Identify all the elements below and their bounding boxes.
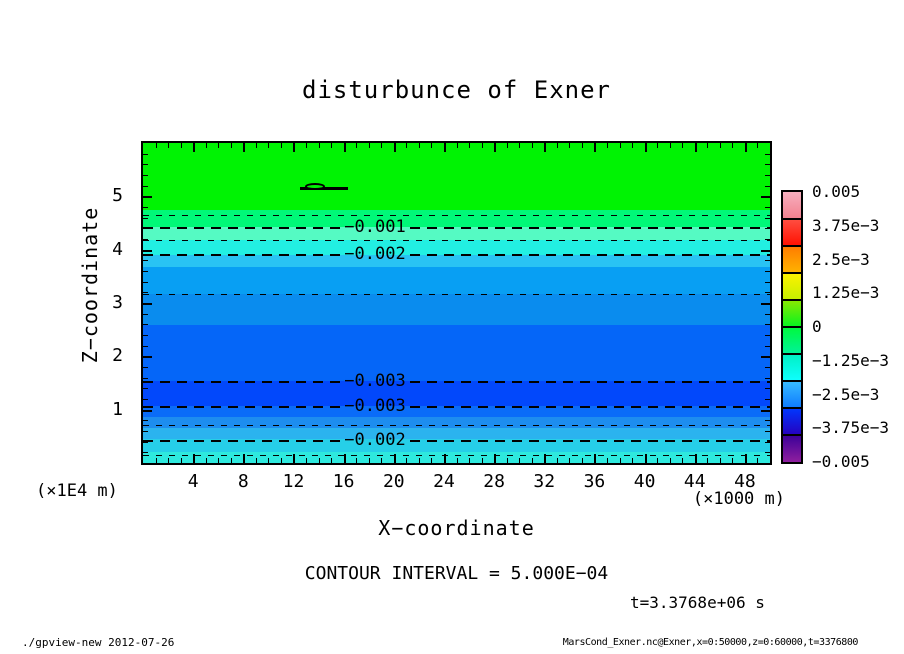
y-minor-tick xyxy=(143,335,148,336)
y-minor-tick xyxy=(143,292,148,293)
x-major-tick xyxy=(594,143,596,152)
colorbar-box xyxy=(783,327,801,354)
x-major-tick xyxy=(745,143,747,152)
x-minor-tick xyxy=(256,458,257,463)
y-minor-tick xyxy=(765,260,770,261)
y-tick-label: 3 xyxy=(112,292,123,313)
x-tick-label: 4 xyxy=(187,471,199,492)
x-minor-tick xyxy=(519,143,520,148)
plot-title: disturbunce of Exner xyxy=(302,76,611,104)
colorbar-tick-label: −0.005 xyxy=(812,452,870,471)
y-major-tick xyxy=(143,250,152,252)
y-minor-tick xyxy=(143,452,148,453)
x-minor-tick xyxy=(557,143,558,148)
y-minor-tick xyxy=(765,452,770,453)
x-minor-tick xyxy=(431,143,432,148)
x-minor-tick xyxy=(457,458,458,463)
x-minor-tick xyxy=(582,143,583,148)
x-minor-tick xyxy=(168,458,169,463)
colorbar-box xyxy=(783,219,801,246)
x-major-tick xyxy=(243,143,245,152)
x-major-tick xyxy=(243,454,245,463)
colorbar-divider xyxy=(783,407,801,409)
y-minor-tick xyxy=(143,239,148,240)
colorbar-tick-label: −1.25e−3 xyxy=(812,350,890,370)
colorbar-box xyxy=(783,300,801,327)
y-minor-tick xyxy=(765,431,770,432)
x-major-tick xyxy=(293,454,295,463)
colorbar-tick-label: −2.5e−3 xyxy=(812,384,880,404)
y-minor-tick xyxy=(143,282,148,283)
x-minor-tick xyxy=(607,143,608,148)
y-minor-tick xyxy=(143,314,148,315)
x-minor-tick xyxy=(206,458,207,463)
x-minor-tick xyxy=(168,143,169,148)
x-minor-tick xyxy=(306,458,307,463)
x-minor-tick xyxy=(206,143,207,148)
y-minor-tick xyxy=(143,431,148,432)
x-minor-tick xyxy=(507,458,508,463)
x-minor-tick xyxy=(482,458,483,463)
x-minor-tick xyxy=(431,458,432,463)
y-minor-tick xyxy=(143,175,148,176)
x-minor-tick xyxy=(156,458,157,463)
y-major-tick xyxy=(761,250,770,252)
y-minor-tick xyxy=(143,378,148,379)
x-minor-tick xyxy=(469,143,470,148)
x-major-tick xyxy=(193,143,195,152)
footer-source-info: MarsCond_Exner.nc@Exner,x=0:50000,z=0:60000,t=3376800 xyxy=(562,637,858,648)
x-major-tick xyxy=(645,143,647,152)
y-minor-tick xyxy=(143,367,148,368)
x-minor-tick xyxy=(732,143,733,148)
x-tick-label: 36 xyxy=(583,471,606,492)
x-minor-tick xyxy=(620,458,621,463)
x-minor-tick xyxy=(532,458,533,463)
y-minor-tick xyxy=(143,228,148,229)
x-minor-tick xyxy=(607,458,608,463)
x-minor-tick xyxy=(757,143,758,148)
x-major-tick xyxy=(544,454,546,463)
x-minor-tick xyxy=(331,143,332,148)
x-major-tick xyxy=(494,454,496,463)
axis-ticks-layer xyxy=(143,143,770,463)
y-minor-tick xyxy=(143,399,148,400)
x-minor-tick xyxy=(620,143,621,148)
footer-program-date: ./gpview-new 2012-07-26 xyxy=(22,636,175,649)
y-minor-tick xyxy=(143,207,148,208)
x-minor-tick xyxy=(682,143,683,148)
x-major-tick xyxy=(745,454,747,463)
x-major-tick xyxy=(494,143,496,152)
x-tick-label: 32 xyxy=(533,471,556,492)
colorbar-divider xyxy=(783,434,801,436)
y-minor-tick xyxy=(765,186,770,187)
y-minor-tick xyxy=(765,292,770,293)
y-minor-tick xyxy=(765,282,770,283)
plot-area xyxy=(141,141,772,465)
colorbar-box xyxy=(783,381,801,408)
y-minor-tick xyxy=(765,324,770,325)
x-minor-tick xyxy=(720,143,721,148)
y-minor-tick xyxy=(143,186,148,187)
contour-label: −0.002 xyxy=(344,244,406,264)
y-minor-tick xyxy=(143,218,148,219)
x-axis-unit-label: (×1000 m) xyxy=(692,489,785,509)
colorbar-divider xyxy=(783,353,801,355)
x-tick-label: 44 xyxy=(683,471,706,492)
x-minor-tick xyxy=(218,458,219,463)
x-minor-tick xyxy=(557,458,558,463)
y-minor-tick xyxy=(143,442,148,443)
colorbar-tick-label: 2.5e−3 xyxy=(812,249,870,269)
x-major-tick xyxy=(394,454,396,463)
colorbar-box xyxy=(783,408,801,435)
colorbar-divider xyxy=(783,272,801,274)
x-minor-tick xyxy=(306,143,307,148)
x-minor-tick xyxy=(482,143,483,148)
x-major-tick xyxy=(293,143,295,152)
x-minor-tick xyxy=(356,143,357,148)
y-major-tick xyxy=(143,303,152,305)
x-minor-tick xyxy=(156,143,157,148)
colorbar xyxy=(781,190,803,464)
x-minor-tick xyxy=(319,143,320,148)
x-major-tick xyxy=(695,143,697,152)
contour-label: −0.003 xyxy=(344,396,406,416)
x-tick-label: 12 xyxy=(282,471,305,492)
x-minor-tick xyxy=(720,458,721,463)
y-minor-tick xyxy=(765,228,770,229)
x-minor-tick xyxy=(419,458,420,463)
x-minor-tick xyxy=(319,458,320,463)
contour-label: −0.003 xyxy=(344,371,406,391)
y-minor-tick xyxy=(765,218,770,219)
x-minor-tick xyxy=(369,143,370,148)
x-minor-tick xyxy=(356,458,357,463)
y-major-tick xyxy=(761,410,770,412)
x-minor-tick xyxy=(632,143,633,148)
x-minor-tick xyxy=(381,143,382,148)
x-minor-tick xyxy=(231,143,232,148)
y-major-tick xyxy=(143,356,152,358)
y-major-tick xyxy=(761,356,770,358)
x-major-tick xyxy=(344,454,346,463)
y-minor-tick xyxy=(765,420,770,421)
x-minor-tick xyxy=(757,458,758,463)
x-tick-label: 16 xyxy=(332,471,355,492)
x-minor-tick xyxy=(682,458,683,463)
x-minor-tick xyxy=(670,143,671,148)
y-minor-tick xyxy=(765,164,770,165)
x-major-tick xyxy=(193,454,195,463)
x-minor-tick xyxy=(507,143,508,148)
x-minor-tick xyxy=(569,458,570,463)
y-minor-tick xyxy=(765,271,770,272)
colorbar-divider xyxy=(783,326,801,328)
y-minor-tick xyxy=(765,239,770,240)
x-major-tick xyxy=(444,143,446,152)
x-minor-tick xyxy=(268,458,269,463)
y-minor-tick xyxy=(143,346,148,347)
y-minor-tick xyxy=(765,175,770,176)
y-minor-tick xyxy=(143,154,148,155)
x-minor-tick xyxy=(406,458,407,463)
x-minor-tick xyxy=(657,143,658,148)
x-minor-tick xyxy=(281,458,282,463)
x-minor-tick xyxy=(281,143,282,148)
y-minor-tick xyxy=(765,346,770,347)
x-major-tick xyxy=(645,454,647,463)
x-minor-tick xyxy=(519,458,520,463)
x-major-tick xyxy=(544,143,546,152)
y-tick-label: 5 xyxy=(112,185,123,207)
colorbar-box xyxy=(783,273,801,300)
time-annotation: t=3.3768e+06 s xyxy=(630,593,765,612)
x-minor-tick xyxy=(419,143,420,148)
x-major-tick xyxy=(444,454,446,463)
colorbar-box xyxy=(783,354,801,381)
colorbar-box xyxy=(783,192,801,219)
x-major-tick xyxy=(594,454,596,463)
y-minor-tick xyxy=(765,378,770,379)
x-minor-tick xyxy=(569,143,570,148)
contour-label: −0.002 xyxy=(344,430,406,450)
x-minor-tick xyxy=(582,458,583,463)
y-minor-tick xyxy=(765,442,770,443)
colorbar-divider xyxy=(783,245,801,247)
y-minor-tick xyxy=(765,399,770,400)
y-minor-tick xyxy=(143,271,148,272)
y-tick-label: 1 xyxy=(112,398,123,420)
y-tick-label: 2 xyxy=(112,345,123,367)
x-minor-tick xyxy=(181,143,182,148)
y-minor-tick xyxy=(765,388,770,389)
x-minor-tick xyxy=(732,458,733,463)
colorbar-tick-label: −3.75e−3 xyxy=(812,418,890,438)
y-minor-tick xyxy=(765,367,770,368)
y-minor-tick xyxy=(143,388,148,389)
x-minor-tick xyxy=(657,458,658,463)
colorbar-divider xyxy=(783,380,801,382)
x-major-tick xyxy=(394,143,396,152)
colorbar-box xyxy=(783,435,801,462)
x-tick-label: 24 xyxy=(433,471,455,492)
colorbar-divider xyxy=(783,218,801,220)
x-minor-tick xyxy=(331,458,332,463)
y-major-tick xyxy=(761,196,770,198)
x-tick-label: 48 xyxy=(734,471,756,492)
y-minor-tick xyxy=(143,420,148,421)
x-minor-tick xyxy=(707,143,708,148)
y-axis-unit-label: (×1E4 m) xyxy=(36,481,118,501)
x-minor-tick xyxy=(406,143,407,148)
colorbar-tick-label: 3.75e−3 xyxy=(812,215,880,235)
contour-label: −0.001 xyxy=(344,217,406,237)
x-minor-tick xyxy=(256,143,257,148)
x-minor-tick xyxy=(369,458,370,463)
y-minor-tick xyxy=(765,335,770,336)
x-tick-label: 28 xyxy=(483,471,505,492)
x-major-tick xyxy=(344,143,346,152)
x-minor-tick xyxy=(218,143,219,148)
colorbar-tick-label: 0 xyxy=(812,317,822,336)
y-minor-tick xyxy=(765,207,770,208)
x-minor-tick xyxy=(457,143,458,148)
y-minor-tick xyxy=(143,260,148,261)
y-minor-tick xyxy=(143,164,148,165)
y-major-tick xyxy=(761,303,770,305)
x-minor-tick xyxy=(632,458,633,463)
x-tick-label: 40 xyxy=(633,471,656,492)
colorbar-box xyxy=(783,246,801,273)
x-minor-tick xyxy=(381,458,382,463)
x-minor-tick xyxy=(532,143,533,148)
x-tick-label: 20 xyxy=(382,471,405,492)
x-minor-tick xyxy=(181,458,182,463)
x-minor-tick xyxy=(670,458,671,463)
x-minor-tick xyxy=(469,458,470,463)
x-minor-tick xyxy=(268,143,269,148)
y-minor-tick xyxy=(765,314,770,315)
y-tick-label: 4 xyxy=(112,238,123,260)
x-axis-title: X−coordinate xyxy=(378,516,535,540)
colorbar-tick-label: 0.005 xyxy=(812,182,861,201)
x-minor-tick xyxy=(231,458,232,463)
contour-interval-note: CONTOUR INTERVAL = 5.000E−04 xyxy=(304,563,609,584)
x-major-tick xyxy=(695,454,697,463)
colorbar-divider xyxy=(783,299,801,301)
y-major-tick xyxy=(143,410,152,412)
x-tick-label: 8 xyxy=(237,471,249,492)
y-minor-tick xyxy=(765,154,770,155)
y-minor-tick xyxy=(143,324,148,325)
x-minor-tick xyxy=(707,458,708,463)
colorbar-tick-label: 1.25e−3 xyxy=(812,283,880,303)
y-major-tick xyxy=(143,196,152,198)
